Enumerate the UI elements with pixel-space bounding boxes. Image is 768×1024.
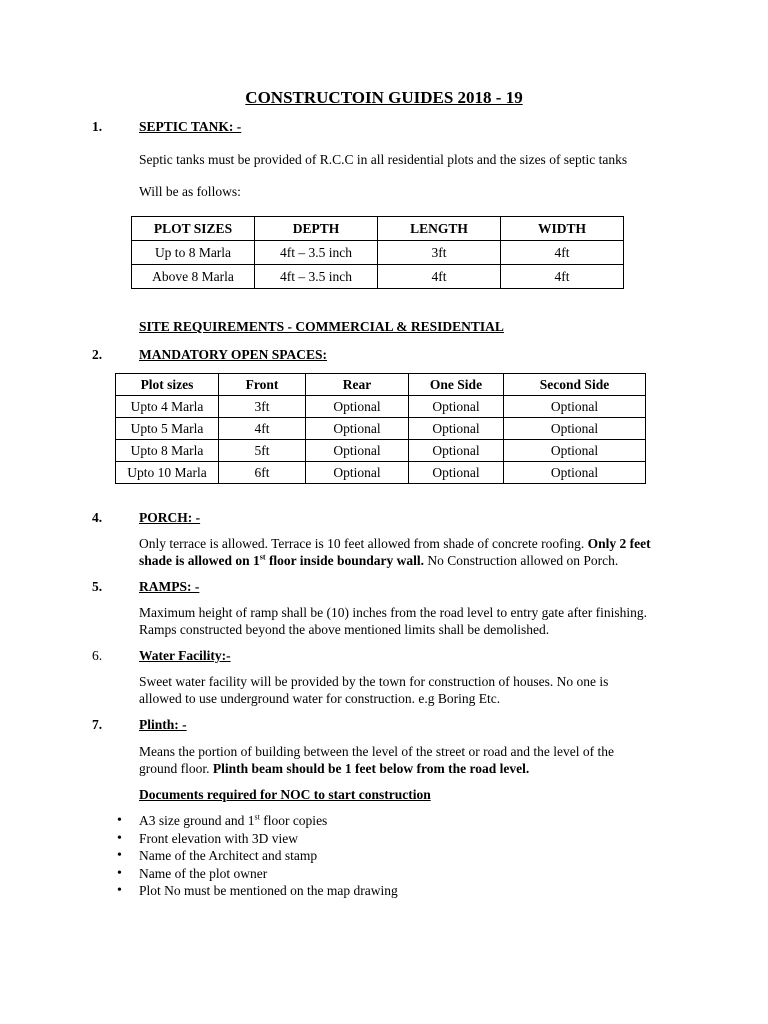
- porch-paragraph: Only terrace is allowed. Terrace is 10 feet allowed from shade of concrete roofing. Only 2 feet shade is allowed on 1st floor inside boundary wall. No Construction allowed on Porch.: [139, 536, 651, 568]
- site-requirements-heading: SITE REQUIREMENTS - COMMERCIAL & RESIDENTIAL: [139, 319, 504, 334]
- list-item: • A3 size ground and 1st floor copies: [113, 812, 398, 830]
- section-heading-plinth: Plinth: -: [139, 717, 187, 732]
- table-cell: Up to 8 Marla: [132, 241, 255, 265]
- table-row: [132, 241, 624, 265]
- table-cell: Optional: [306, 440, 409, 462]
- table-header-cell: Plot sizes: [116, 374, 219, 396]
- plinth-line-2: ground floor. Plinth beam should be 1 feet below from the road level.: [139, 761, 530, 776]
- water-facility-paragraph: [139, 673, 699, 707]
- documents-list: [113, 812, 398, 900]
- list-item: • Plot No must be mentioned on the map drawing: [113, 882, 398, 900]
- table-cell: Upto 10 Marla: [116, 462, 219, 484]
- table-header-cell: Second Side: [504, 374, 646, 396]
- table-cell: Optional: [409, 418, 504, 440]
- table-header-cell: One Side: [409, 374, 504, 396]
- table-header-cell: DEPTH: [255, 217, 378, 241]
- table-row: [116, 396, 646, 418]
- section-heading-open-spaces: MANDATORY OPEN SPACES:: [139, 347, 328, 362]
- table-header-cell: LENGTH: [378, 217, 501, 241]
- section-number: 6.: [92, 648, 103, 663]
- table-cell: Optional: [409, 440, 504, 462]
- open-spaces-table: [115, 373, 646, 484]
- table-header-row: [116, 374, 646, 396]
- water-line-2: allowed to use underground water for construction. e.g Boring Etc.: [139, 691, 501, 706]
- table-cell: Optional: [306, 418, 409, 440]
- list-item: • Name of the plot owner: [113, 865, 398, 883]
- table-cell: 4ft: [219, 418, 306, 440]
- section-heading-ramps: RAMPS: -: [139, 579, 200, 594]
- section-number: 2.: [92, 347, 103, 362]
- table-cell: 4ft – 3.5 inch: [255, 241, 378, 265]
- table-cell: 3ft: [219, 396, 306, 418]
- septic-tank-paragraph: Septic tanks must be provided of R.C.C in all residential plots and the sizes of septic tanks: [139, 152, 628, 167]
- table-header-cell: PLOT SIZES: [132, 217, 255, 241]
- table-cell: Optional: [504, 418, 646, 440]
- table-cell: 4ft: [378, 265, 501, 289]
- table-cell: 3ft: [378, 241, 501, 265]
- plinth-paragraph: [139, 743, 699, 777]
- table-row: [132, 265, 624, 289]
- table-header-cell: Rear: [306, 374, 409, 396]
- table-cell: Optional: [504, 462, 646, 484]
- table-cell: 4ft: [501, 241, 624, 265]
- table-cell: Optional: [504, 396, 646, 418]
- list-item: • Front elevation with 3D view: [113, 830, 398, 848]
- document-title: CONSTRUCTOIN GUIDES 2018 - 19: [245, 88, 523, 107]
- table-cell: Optional: [306, 396, 409, 418]
- table-cell: 4ft – 3.5 inch: [255, 265, 378, 289]
- table-cell: Optional: [504, 440, 646, 462]
- septic-tank-table: [131, 216, 624, 289]
- list-item: • Name of the Architect and stamp: [113, 847, 398, 865]
- plinth-line-1: Means the portion of building between the level of the street or road and the level of the: [139, 744, 614, 759]
- table-header-cell: Front: [219, 374, 306, 396]
- section-number: 1.: [92, 119, 103, 134]
- table-cell: 4ft: [501, 265, 624, 289]
- table-cell: Optional: [306, 462, 409, 484]
- section-number: 5.: [92, 579, 103, 594]
- section-heading-water-facility: Water Facility:-: [139, 648, 231, 663]
- table-cell: Optional: [409, 396, 504, 418]
- ramps-line-2: Ramps constructed beyond the above mentioned limits shall be demolished.: [139, 622, 550, 637]
- water-line-1: Sweet water facility will be provided by the town for construction of houses. No one is: [139, 674, 609, 689]
- table-row: [116, 462, 646, 484]
- section-heading-septic-tank: SEPTIC TANK: -: [139, 119, 242, 134]
- table-cell: Above 8 Marla: [132, 265, 255, 289]
- ramps-paragraph: [139, 604, 699, 638]
- table-cell: 6ft: [219, 462, 306, 484]
- documents-heading: Documents required for NOC to start construction: [139, 787, 431, 802]
- table-cell: 5ft: [219, 440, 306, 462]
- table-header-row: [132, 217, 624, 241]
- table-row: [116, 440, 646, 462]
- table-cell: Upto 5 Marla: [116, 418, 219, 440]
- table-cell: Upto 4 Marla: [116, 396, 219, 418]
- septic-tank-intro: Will be as follows:: [139, 184, 241, 199]
- section-number: 7.: [92, 717, 103, 732]
- table-cell: Optional: [409, 462, 504, 484]
- table-cell: Upto 8 Marla: [116, 440, 219, 462]
- section-heading-porch: PORCH: -: [139, 510, 201, 525]
- section-number: 4.: [92, 510, 103, 525]
- table-header-cell: WIDTH: [501, 217, 624, 241]
- table-row: [116, 418, 646, 440]
- ramps-line-1: Maximum height of ramp shall be (10) inches from the road level to entry gate after finishing.: [139, 605, 647, 620]
